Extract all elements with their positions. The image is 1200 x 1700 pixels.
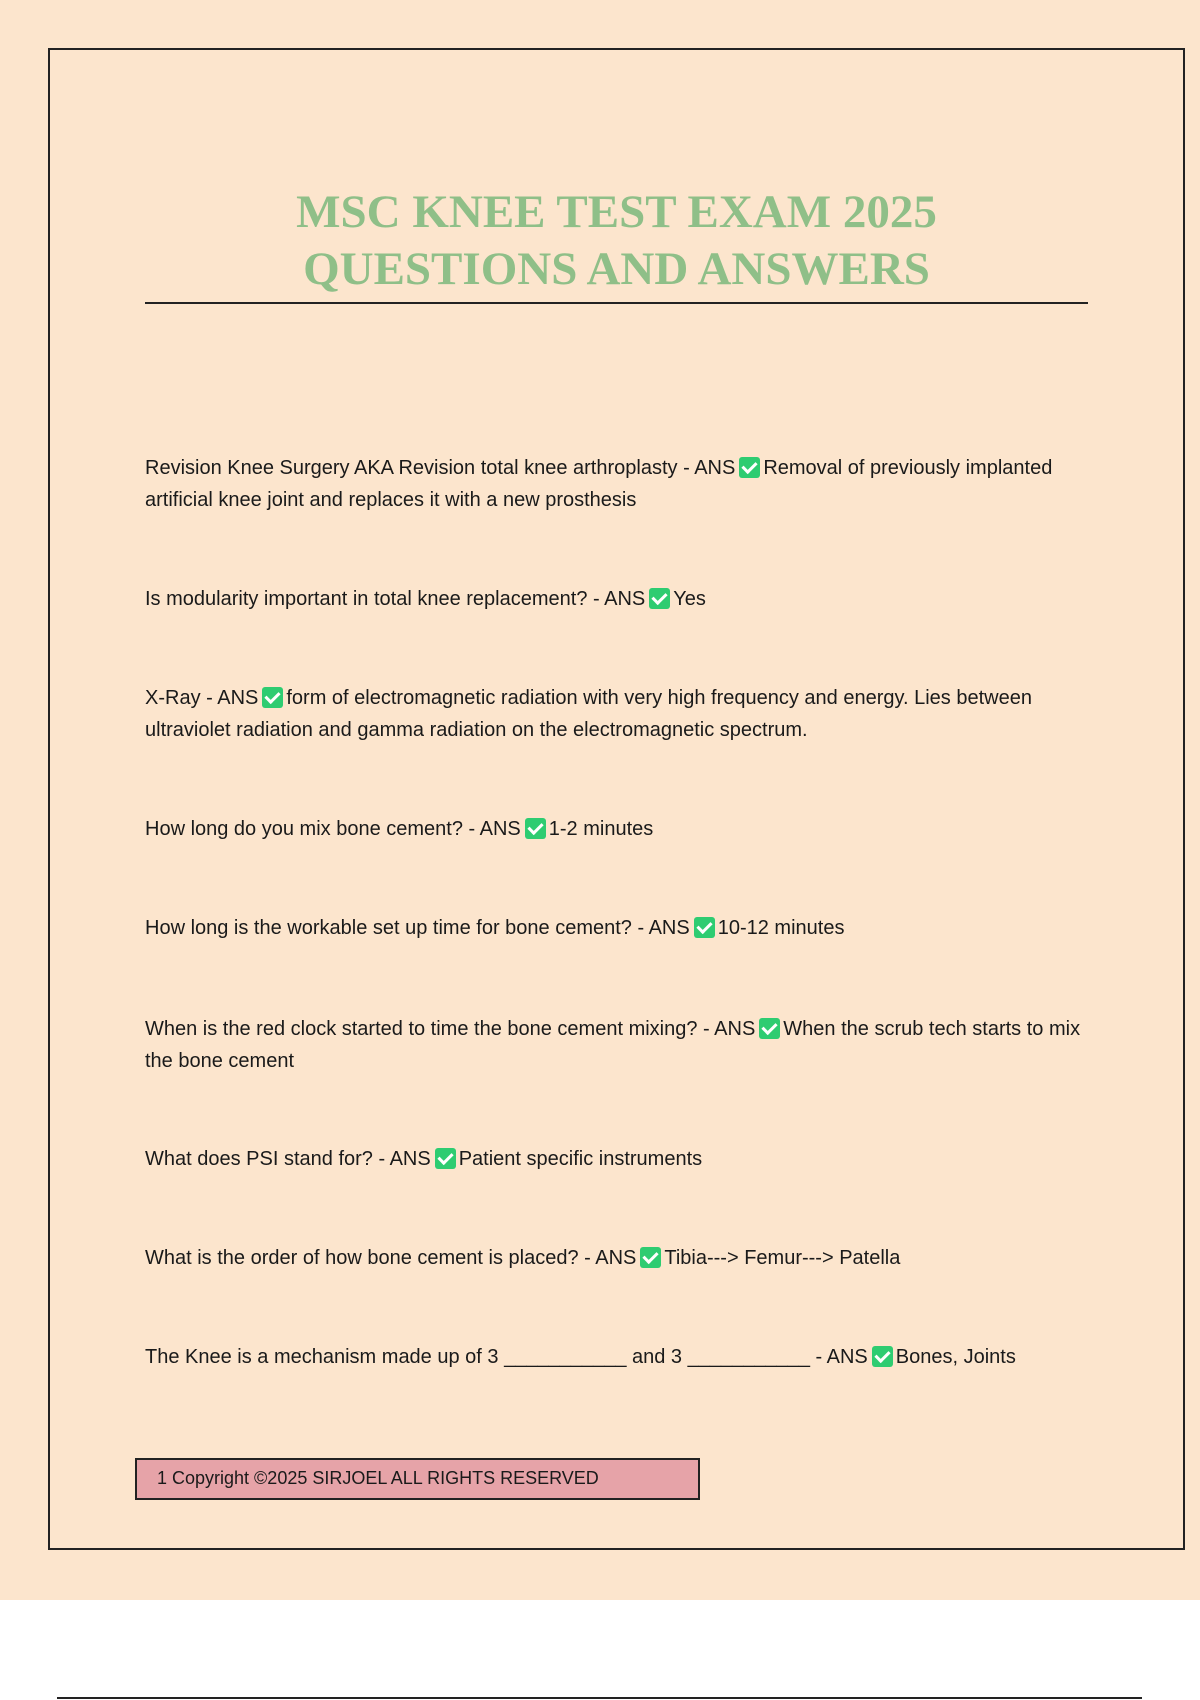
check-icon bbox=[435, 1148, 456, 1169]
answer-text: 1-2 minutes bbox=[548, 818, 654, 840]
check-icon bbox=[872, 1346, 893, 1367]
qa-item bbox=[145, 583, 1090, 615]
document-title-line-1: MSC KNEE TEST EXAM 2025 bbox=[296, 186, 937, 238]
check-icon bbox=[759, 1018, 780, 1039]
answer-marker: ANS bbox=[595, 1247, 637, 1269]
answer-text: form of electromagnetic radiation with very high frequency and energy. Lies between ultraviolet radiation and gamma radiation on the electromagnetic spectrum. bbox=[145, 687, 1032, 741]
check-icon bbox=[525, 818, 546, 839]
check-icon bbox=[694, 917, 715, 938]
question-text: How long is the workable set up time for bone cement? - bbox=[145, 917, 649, 939]
answer-marker: ANS bbox=[217, 687, 259, 709]
check-icon bbox=[649, 588, 670, 609]
answer-text: Bones, Joints bbox=[895, 1346, 1016, 1368]
check-icon bbox=[739, 457, 760, 478]
question-text: X-Ray - bbox=[145, 687, 218, 709]
qa-item bbox=[145, 1013, 1090, 1077]
question-text: Revision Knee Surgery AKA Revision total knee arthroplasty - bbox=[145, 457, 695, 479]
answer-text: Patient specific instruments bbox=[458, 1148, 703, 1170]
check-icon bbox=[262, 687, 283, 708]
qa-item bbox=[145, 912, 1090, 944]
answer-marker: ANS bbox=[826, 1346, 868, 1368]
qa-item bbox=[145, 1341, 1090, 1373]
answer-marker: ANS bbox=[694, 457, 736, 479]
copyright-footer: 1 Copyright ©2025 SIRJOEL ALL RIGHTS RESERVED bbox=[135, 1458, 700, 1500]
answer-marker: ANS bbox=[648, 917, 690, 939]
answer-text: 10-12 minutes bbox=[717, 917, 845, 939]
answer-marker: ANS bbox=[389, 1148, 431, 1170]
question-text: When is the red clock started to time the bone cement mixing? - bbox=[145, 1018, 715, 1040]
question-text: What does PSI stand for? - bbox=[145, 1148, 390, 1170]
answer-text: When the scrub tech starts to mix the bone cement bbox=[145, 1018, 1081, 1072]
qa-item bbox=[145, 1242, 1090, 1274]
title-underline bbox=[145, 302, 1088, 304]
answer-marker: ANS bbox=[604, 588, 646, 610]
document-title-line-2: QUESTIONS AND ANSWERS bbox=[303, 243, 930, 295]
qa-item bbox=[145, 452, 1090, 516]
check-icon bbox=[640, 1247, 661, 1268]
page-bottom-rule bbox=[57, 1697, 1142, 1699]
qa-item bbox=[145, 1143, 1090, 1175]
document-title bbox=[145, 184, 1088, 298]
answer-marker: ANS bbox=[479, 818, 521, 840]
answer-text: Tibia---> Femur---> Patella bbox=[664, 1247, 901, 1269]
question-text: How long do you mix bone cement? - bbox=[145, 818, 480, 840]
question-text: What is the order of how bone cement is placed? - bbox=[145, 1247, 596, 1269]
answer-text: Yes bbox=[673, 588, 706, 610]
answer-marker: ANS bbox=[714, 1018, 756, 1040]
qa-item bbox=[145, 813, 1090, 845]
answer-text: Removal of previously implanted artificial knee joint and replaces it with a new prosthesis bbox=[145, 457, 1053, 511]
question-text: The Knee is a mechanism made up of 3 ___________ and 3 ___________ - bbox=[145, 1346, 827, 1368]
question-text: Is modularity important in total knee replacement? - bbox=[145, 588, 605, 610]
qa-item bbox=[145, 682, 1090, 746]
